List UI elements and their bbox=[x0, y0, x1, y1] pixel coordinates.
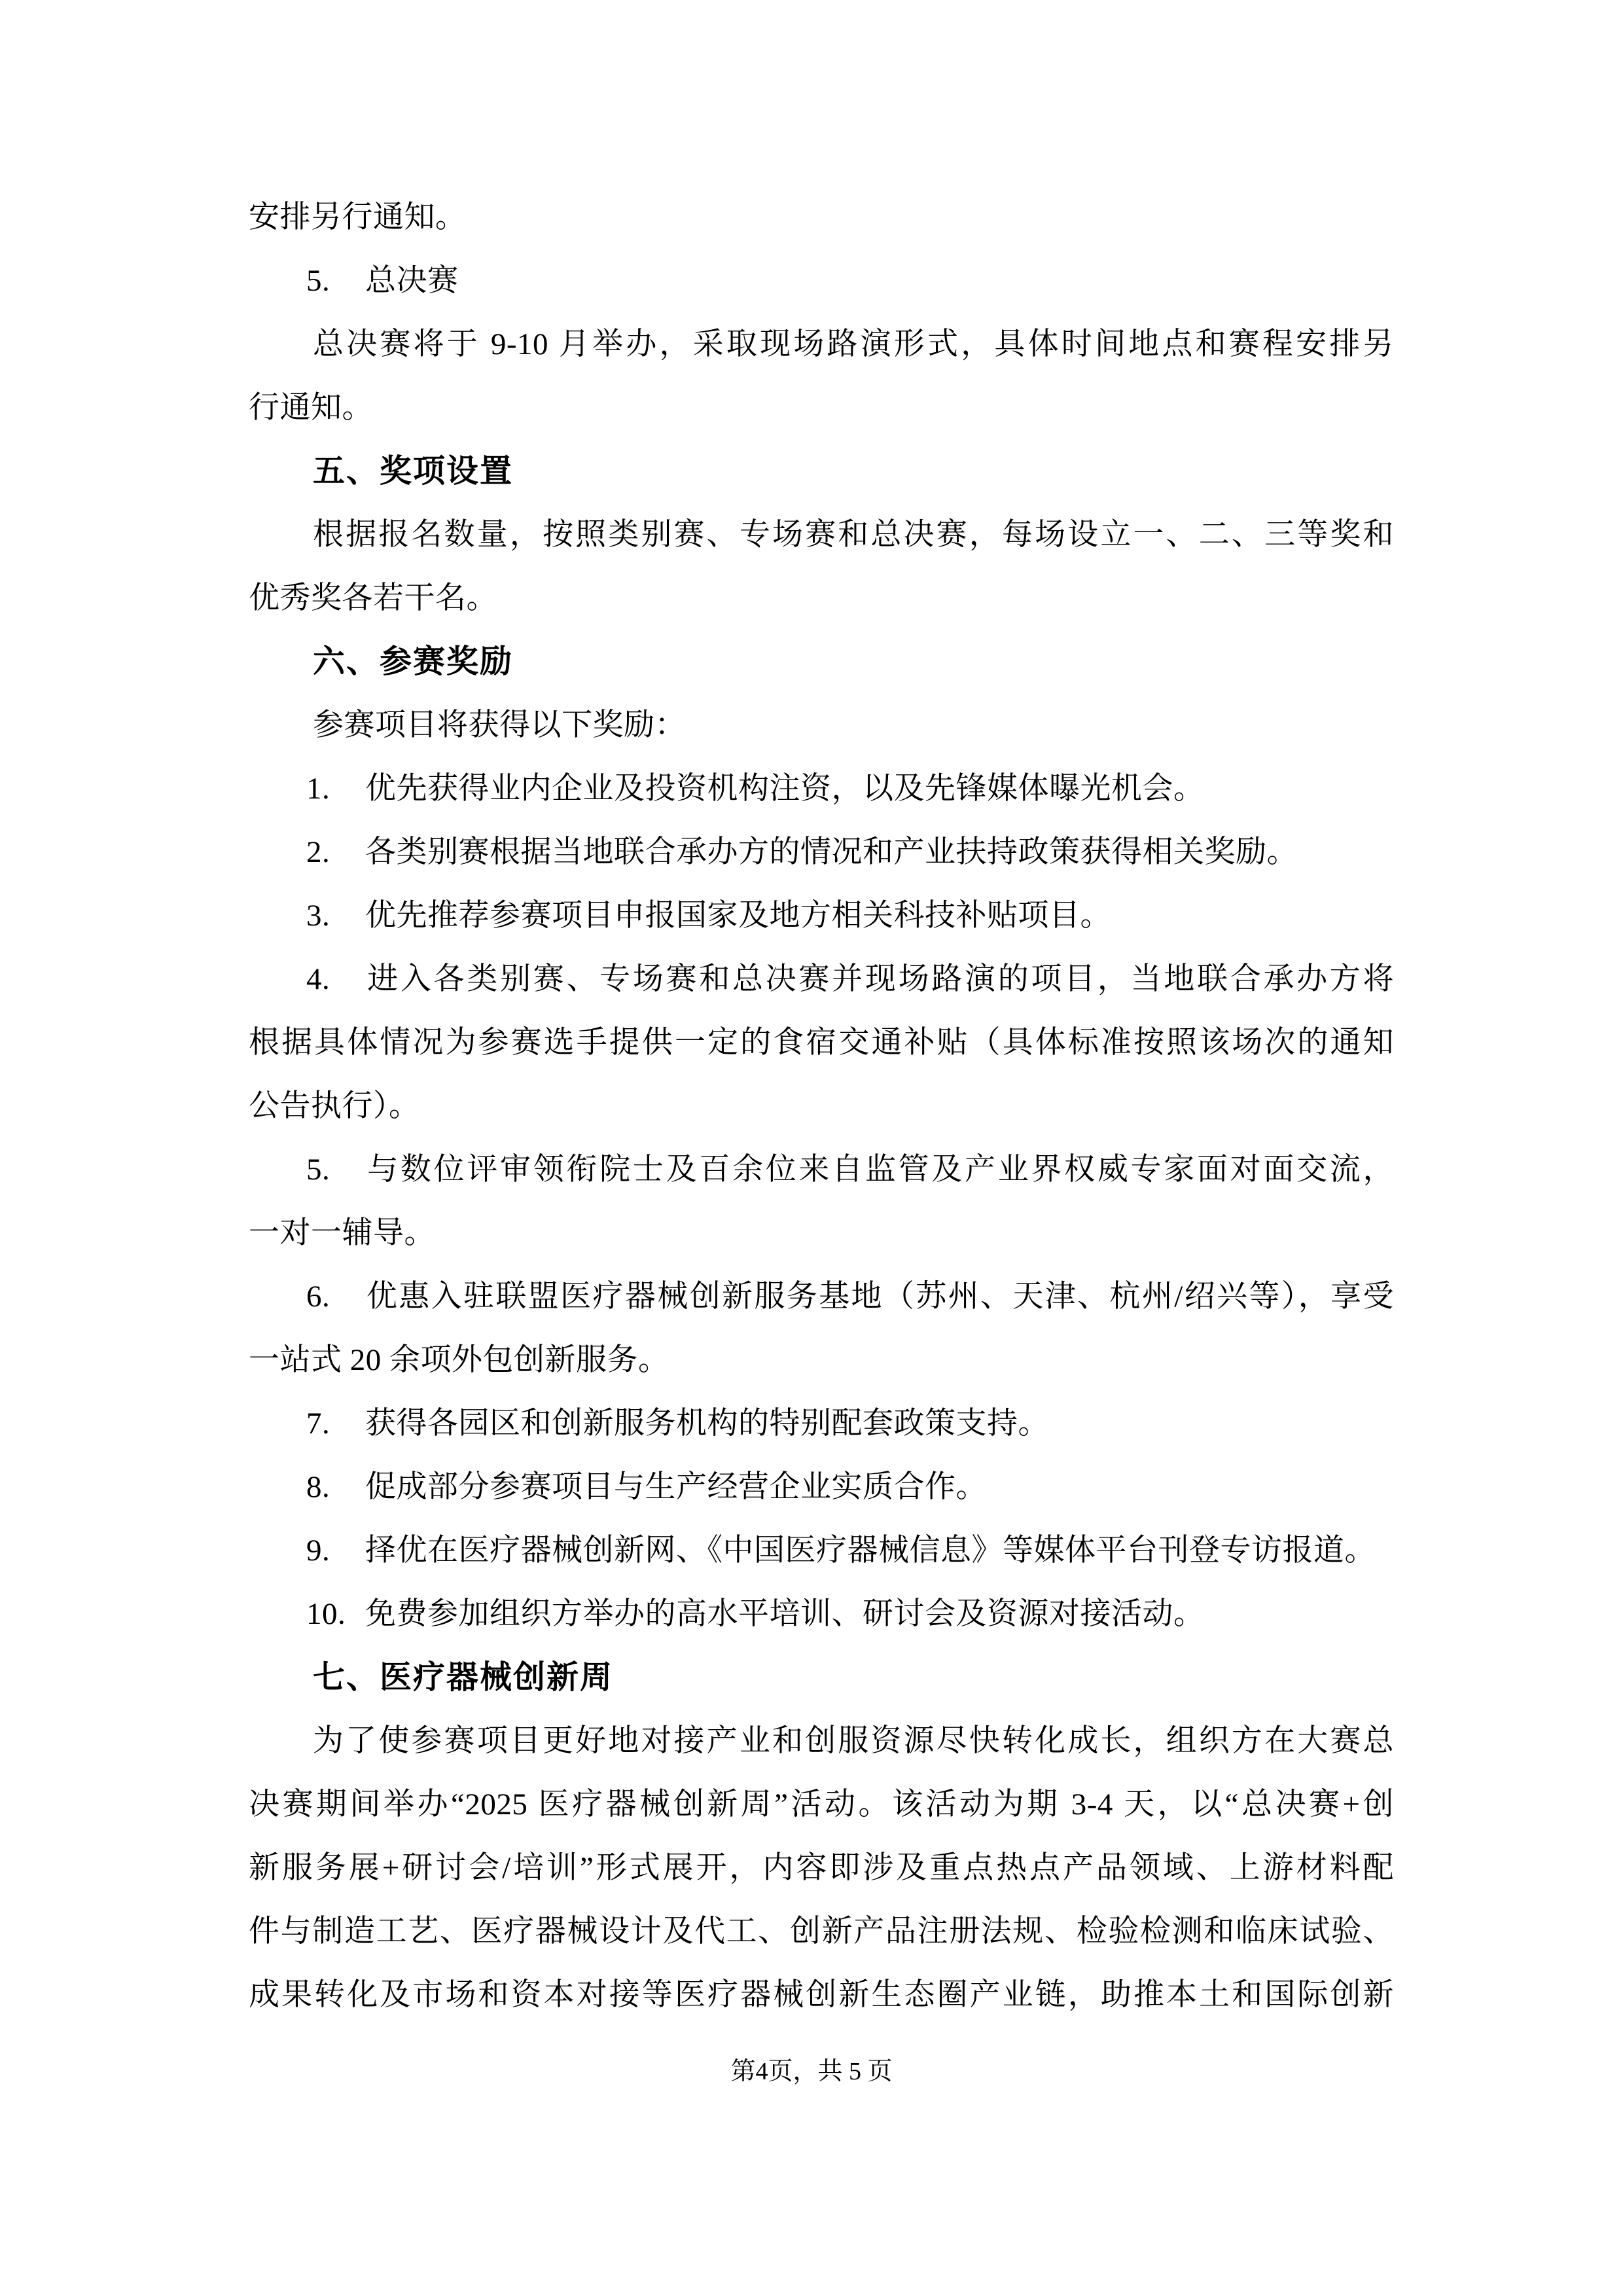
doc-line-text: 获得各园区和创新服务机构的特别配套政策支持。 bbox=[365, 1407, 1049, 1441]
list-item bbox=[249, 1456, 1394, 1519]
list-item bbox=[249, 1519, 1394, 1583]
doc-line: 根据具体情况为参赛选手提供一定的食宿交通补贴（具体标准按照该场次的通知 bbox=[249, 1026, 1394, 1060]
list-number: 4. bbox=[306, 962, 330, 996]
list-number: 5. bbox=[306, 264, 330, 298]
section-heading-participation-rewards: 六、参赛奖励 bbox=[313, 644, 514, 679]
doc-line: 优秀奖各若干名。 bbox=[249, 581, 497, 615]
list-item bbox=[249, 884, 1394, 948]
list-item bbox=[249, 1138, 1394, 1202]
list-item bbox=[249, 1583, 1394, 1646]
doc-line: 根据报名数量，按照类别赛、专场赛和总决赛，每场设立一、二、三等奖和 bbox=[313, 518, 1394, 552]
document-body bbox=[249, 186, 1394, 2027]
doc-line: 一对一辅导。 bbox=[249, 1216, 435, 1250]
list-item bbox=[249, 948, 1394, 1011]
doc-line: 公告执行）。 bbox=[249, 1089, 420, 1123]
doc-line-text: 优先获得业内企业及投资机构注资，以及先锋媒体曝光机会。 bbox=[365, 772, 1205, 806]
list-number: 5. bbox=[306, 1153, 330, 1187]
list-item bbox=[249, 1392, 1394, 1456]
list-number: 3. bbox=[306, 899, 330, 933]
doc-line-text: 优先推荐参赛项目申报国家及地方相关科技补贴项目。 bbox=[365, 899, 1111, 933]
doc-line: 行通知。 bbox=[249, 391, 373, 425]
doc-line: 一站式 20 余项外包创新服务。 bbox=[249, 1343, 669, 1377]
list-item bbox=[249, 757, 1394, 821]
doc-line: 成果转化及市场和资本对接等医疗器械创新生态圈产业链，助推本土和国际创新 bbox=[249, 1978, 1394, 2012]
doc-line: 决赛期间举办“2025 医疗器械创新周”活动。该活动为期 3-4 天，以“总决赛+创 bbox=[249, 1787, 1394, 1821]
section-heading-awards-setup: 五、奖项设置 bbox=[313, 454, 514, 489]
doc-line-text: 与数位评审领衔院士及百余位来自监管及产业界权威专家面对面交流， bbox=[365, 1153, 1394, 1187]
list-item bbox=[249, 1265, 1394, 1329]
list-number: 10. bbox=[306, 1597, 346, 1631]
list-item bbox=[249, 821, 1394, 884]
doc-line-text: 进入各类别赛、专场赛和总决赛并现场路演的项目，当地联合承办方将 bbox=[365, 962, 1394, 996]
doc-line-text: 促成部分参赛项目与生产经营企业实质合作。 bbox=[365, 1470, 987, 1504]
list-number: 9. bbox=[306, 1534, 330, 1568]
list-number: 1. bbox=[306, 772, 330, 806]
doc-line-text: 各类别赛根据当地联合承办方的情况和产业扶持政策获得相关奖励。 bbox=[365, 835, 1298, 869]
numbered-subheading-finals bbox=[249, 249, 1394, 313]
doc-line: 为了使参赛项目更好地对接产业和创服资源尽快转化成长，组织方在大赛总 bbox=[313, 1724, 1394, 1758]
list-number: 8. bbox=[306, 1470, 330, 1504]
doc-line: 新服务展+研讨会/培训”形式展开，内容即涉及重点热点产品领域、上游材料配 bbox=[249, 1851, 1394, 1885]
doc-line-text: 免费参加组织方举办的高水平培训、研讨会及资源对接活动。 bbox=[365, 1597, 1205, 1631]
doc-line: 件与制造工艺、医疗器械设计及代工、创新产品注册法规、检验检测和临床试验、 bbox=[249, 1914, 1394, 1948]
list-number: 2. bbox=[306, 835, 330, 869]
doc-line-text: 择优在医疗器械创新网、《中国医疗器械信息》等媒体平台刊登专访报道。 bbox=[365, 1534, 1376, 1568]
doc-line: 安排另行通知。 bbox=[249, 200, 467, 234]
section-heading-innovation-week: 七、医疗器械创新周 bbox=[313, 1660, 614, 1695]
doc-line-text: 总决赛 bbox=[365, 264, 459, 298]
doc-line-text: 优惠入驻联盟医疗器械创新服务基地（苏州、天津、杭州/绍兴等），享受 bbox=[365, 1280, 1394, 1314]
list-number: 6. bbox=[306, 1280, 330, 1314]
page-footer: 第4页，共 5 页 bbox=[730, 2058, 893, 2085]
doc-line: 参赛项目将获得以下奖励： bbox=[313, 708, 686, 742]
list-number: 7. bbox=[306, 1407, 330, 1441]
doc-line: 总决赛将于 9-10 月举办，采取现场路演形式，具体时间地点和赛程安排另 bbox=[313, 327, 1394, 361]
